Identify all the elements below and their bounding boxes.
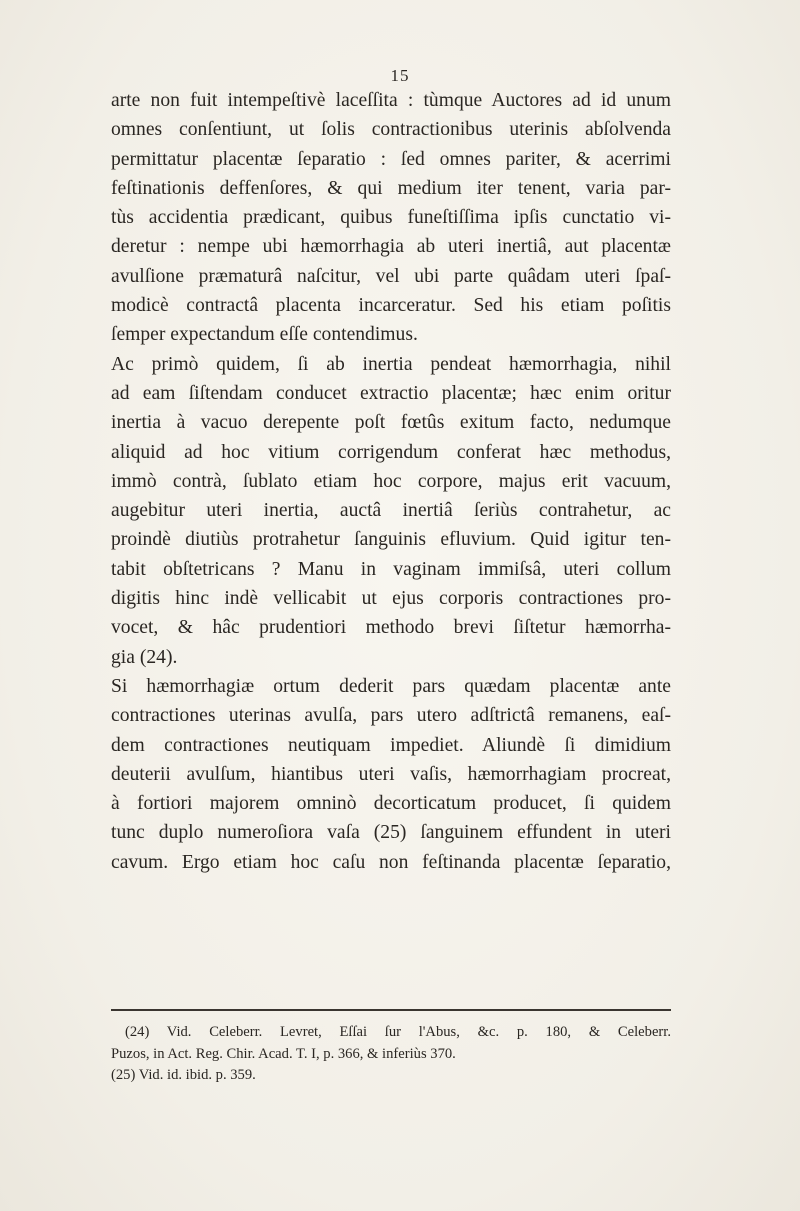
text-line: digitis hinc indè vellicabit ut ejus corporis contractiones pro-	[111, 588, 671, 610]
text-line: tunc duplo numeroſiora vaſa (25) ſanguinem effundent in uteri	[111, 822, 671, 844]
text-line: ſemper expectandum eſſe contendimus.	[111, 324, 418, 346]
text-line: cavum. Ergo etiam hoc caſu non feſtinanda placentæ ſeparatio,	[111, 851, 671, 873]
text-line: Ac primò quidem, ſi ab inertia pendeat hæmorrhagia, nihil	[111, 353, 671, 375]
text-line: avulſione præmaturâ naſcitur, vel ubi parte quâdam uteri ſpaſ-	[111, 265, 671, 287]
text-line: arte non fuit intempeſtivè laceſſita : tùmque Auctores ad id unum	[111, 90, 671, 111]
text-line: modicè contractâ placenta incarceratur. Sed his etiam poſitis	[111, 295, 671, 317]
text-line: dem contractiones neutiquam impediet. Aliundè ſi dimidium	[111, 734, 671, 756]
text-line: à fortiori majorem omninò decorticatum producet, ſi quidem	[111, 793, 671, 815]
text-line: aliquid ad hoc vitium corrigendum conferat hæc methodus,	[111, 441, 671, 463]
text-line: vocet, & hâc prudentiori methodo brevi ſiſtetur hæmorrha-	[111, 617, 671, 639]
footnote-line: Puzos, in Act. Reg. Chir. Acad. T. I, p. 366, & inferiùs 370.	[111, 1045, 456, 1062]
text-line: ad eam ſiſtendam conducet extractio placentæ; hæc enim oritur	[111, 382, 671, 404]
text-line: deuterii avulſum, hiantibus uteri vaſis, hæmorrhagiam procreat,	[111, 763, 671, 785]
footnotes	[111, 1022, 671, 1087]
page-number: 15	[390, 66, 410, 85]
text-line: immò contrà, ſublato etiam hoc corpore, majus erit vacuum,	[111, 470, 671, 492]
text-line: gia (24).	[111, 646, 178, 668]
text-line: omnes conſentiunt, ut ſolis contractionibus uterinis abſolvenda	[111, 119, 671, 141]
text-line: contractiones uterinas avulſa, pars utero adſtrictâ remanens, eaſ-	[111, 705, 671, 727]
footnote-line: (25) Vid. id. ibid. p. 359.	[111, 1067, 256, 1083]
text-line: feſtinationis deffenſores, & qui medium iter tenent, varia par-	[111, 177, 671, 199]
text-line: permittatur placentæ ſeparatio : ſed omnes pariter, & acerrimi	[111, 148, 671, 170]
text-line: inertia à vacuo derepente poſt fœtûs exitum facto, nedumque	[111, 412, 671, 434]
footnote-divider	[111, 1009, 671, 1011]
text-line: augebitur uteri inertia, auctâ inertiâ ſeriùs contrahetur, ac	[111, 500, 671, 522]
text-line: tabit obſtetricans ? Manu in vaginam immiſsâ, uteri collum	[111, 558, 671, 580]
text-line: tùs accidentia prædicant, quibus funeſtiſſima ipſis cunctatio vi-	[111, 207, 671, 229]
footnote-line: (24) Vid. Celeberr. Levret, Eſſai ſur l'Abus, &c. p. 180, & Celeberr.	[125, 1024, 671, 1040]
text-line: proindè diutiùs protrahetur ſanguinis efluvium. Quid igitur ten-	[111, 529, 671, 551]
text-line: deretur : nempe ubi hæmorrhagia ab uteri inertiâ, aut placentæ	[111, 236, 671, 258]
text-line: Si hæmorrhagiæ ortum dederit pars quædam placentæ ante	[111, 675, 671, 697]
body-text	[111, 86, 671, 877]
